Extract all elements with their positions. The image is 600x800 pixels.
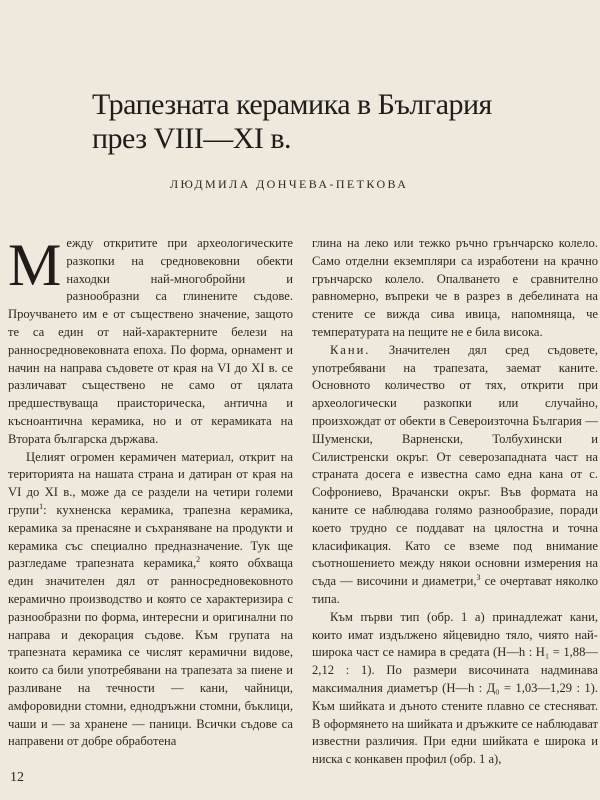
paragraph-groups: [8, 449, 293, 752]
paragraph-groups-text-b: : кухненска керамика, трапезна керамика, керамика за пренасяне и съхраняване на продукти и керамика със специално предназначение. Тук ще разгледаме трапезната керамика,: [8, 502, 293, 571]
drop-cap: М: [8, 232, 62, 298]
page-number: 12: [10, 770, 24, 785]
paragraph-groups-text-a: Целият огромен керамичен материал, открит на територията на нашата страна и датиран от края на VI до XI в., може да се раздели на четири големи групи: [8, 449, 293, 517]
right-column: [312, 235, 598, 769]
paragraph-kani-text-a: Значителен дял сред съдовете, употребявани на трапезата, заемат каните. Основното количество от тях, открити при археологически разкопки или случайно, произхождат от обекти в Североизточна България — Шуменски, Варненски, Толбухински и Силистренски окръг. От северозападната част на страната досега е известна само една кана от с. Софрониево, Врачански окръг. Във формата на каните се наблюдава голямо разнообразие, поради което трудно се поддават на цялостна и точна класификация. Като се вземе под внимание съотношението между някои основни измерения на съда — височини и диаметри,: [312, 342, 598, 589]
paragraph-kani-text-b: се очертават няколко типа.: [312, 574, 598, 606]
footnote-ref-3[interactable]: 3: [476, 572, 481, 582]
title-line-1: Трапезната керамика в България: [92, 88, 492, 121]
left-column: [8, 232, 293, 751]
paragraph-continuation: глина на леко или тежко ръчно грънчарско колело. Само отделни екземпляри са изработени на крачно грънчарско колело. Опалването е сравнително равномерно, въпреки че в разрез в дебелината на стените се вижда сива ивица, напомняща, че температурата на пещите не е била висока.: [312, 236, 598, 339]
footnote-ref-2[interactable]: 2: [196, 555, 201, 565]
section-heading-kani: Кани.: [330, 342, 371, 357]
paragraph-intro: [8, 232, 293, 449]
author-name: ЛЮДМИЛА ДОНЧЕВА-ПЕТКОВА: [170, 177, 409, 191]
paragraph-kani: [312, 342, 598, 609]
article-title: [92, 88, 512, 156]
paragraph-groups-text-c: която обхваща един значителен дял от ранносредновековното керамично производство и която се характеризира с разнообразни по форма, интересни и оригинални по направа и декорация съдове. Към групата на трапезната керамика се числят керамични видове, които са били употребявани на трапезата за пиене и разливане на течности — кани, чайници, амфоровидни стомни, еднодръжни стомни, бъклици, чаши и — за хранене — паници. Всички съдове са направени от добре обработена: [8, 556, 293, 749]
paragraph-intro-text: ежду откритите при археологическите разкопки на средновековни обекти находки най-многобройни и разнообразни са глинените съдове. Проучването им е от съществено значение, защото те са един от най-характерните белези на ранносредновековната епоха. По форма, орнамент и начин на направа съдовете от края на VI до XI в. се различават съществено не само от цялата предшествуваща праисторическа, антична и къснoантична керамика, но и от керамиката на Втората българска държава.: [8, 236, 293, 446]
footnote-ref-1[interactable]: 1: [39, 501, 44, 511]
title-line-2: през VIII—XI в.: [92, 122, 292, 155]
paragraph-type-one: Към първи тип (обр. 1 а) принадлежат кани, които имат издължено яйцевидно тяло, чиято най-широка част се намира в средата (H—h : H₁ = 1,88—2,12 : 1). По размери височината надминава максималния диаметър (H—h : Д₀ = 1,03—1,29 : 1). Към шийката и дъното стените плавно се стесняват. В оформянето на шийката и дръжките се наблюдават известни различия. При едни шийката е широка и ниска с конкавен профил (обр. 1 а),: [312, 609, 598, 767]
